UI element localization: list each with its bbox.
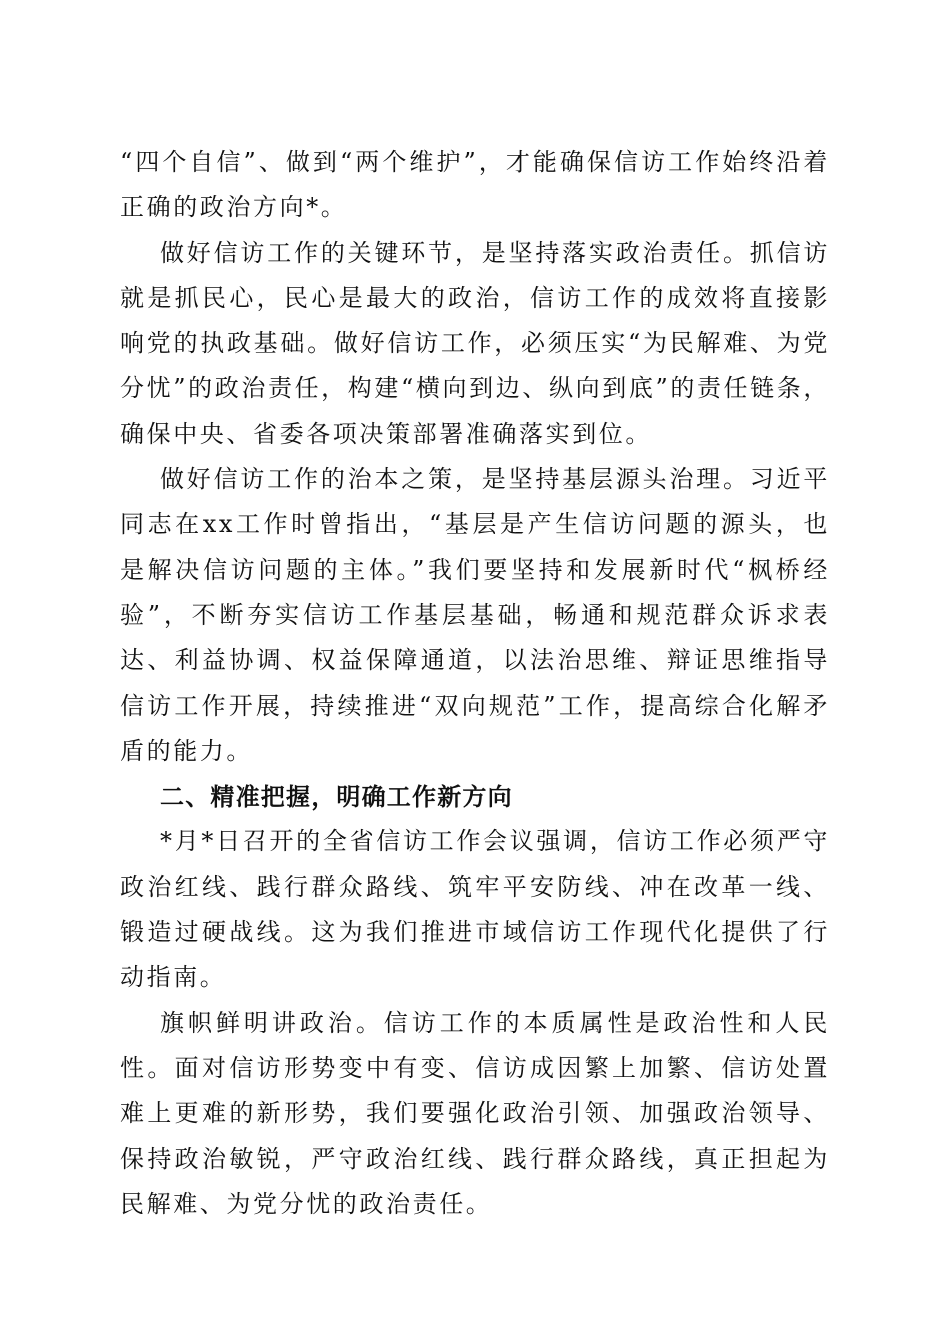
paragraph-grassroots-governance: 做好信访工作的治本之策，是坚持基层源头治理。习近平同志在xx工作时曾指出，“基层是产生信访问题的源头，也是解决信访问题的主体。”我们要坚持和发展新时代“枫桥经验”，不断夯实信访工作基层基础，畅通和规范群众诉求表达、利益协调、权益保障通道，以法治思维、辩证思维指导信访工作开展，持续推进“双向规范”工作，提高综合化解矛盾的能力。 — [120, 465, 830, 765]
paragraph-political-responsibility: 做好信访工作的关键环节，是坚持落实政治责任。抓信访就是抓民心，民心是最大的政治，信访工作的成效将直接影响党的执政基础。做好信访工作，必须压实“为民解难、为党分忧”的政治责任，构建“横向到边、纵向到底”的责任链条，确保中央、省委各项决策部署准确落实到位。 — [120, 238, 830, 448]
paragraph-politics: 旗帜鲜明讲政治。信访工作的本质属性是政治性和人民性。面对信访形势变中有变、信访成因繁上加繁、信访处置难上更难的新形势，我们要强化政治引领、加强政治领导、保持政治敏锐，严守政治红线、践行群众路线，真正担起为民解难、为党分忧的政治责任。 — [120, 1008, 830, 1218]
paragraph-continuation: “四个自信”、做到“两个维护”，才能确保信访工作始终沿着正确的政治方向*。 — [120, 148, 830, 222]
document-page — [120, 140, 830, 1227]
paragraph-provincial-meeting: *月*日召开的全省信访工作会议强调，信访工作必须严守政治红线、践行群众路线、筑牢平安防线、冲在改革一线、锻造过硬战线。这为我们推进市域信访工作现代化提供了行动指南。 — [120, 827, 830, 992]
section-heading: 二、精准把握，明确工作新方向 — [160, 782, 513, 812]
